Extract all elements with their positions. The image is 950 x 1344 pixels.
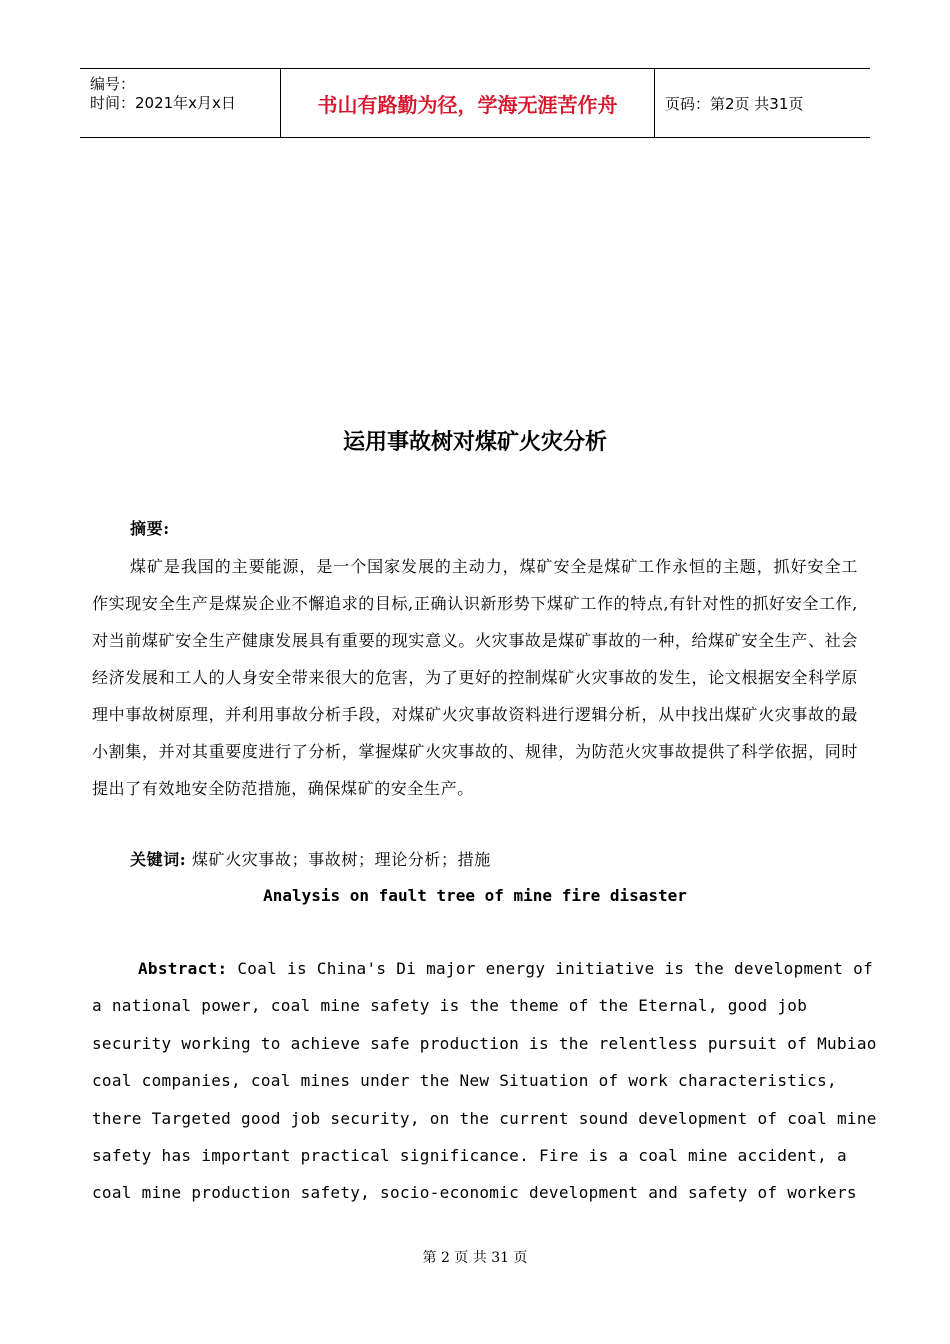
abstract-en-line: coal mine production safety, socio-economic development and safety of workers [92, 1183, 857, 1203]
header-motto: 书山有路勤为径，学海无涯苦作舟 [281, 69, 655, 137]
page-footer: 第 2 页 共 31 页 [422, 1250, 528, 1266]
keywords-label: 关键词: [130, 850, 187, 869]
english-title: Analysis on fault tree of mine fire disaster [263, 886, 687, 905]
abstract-en-line: Abstract: Coal is China's Di major energy initiative is the development of [138, 959, 874, 978]
abstract-en-line: there Targeted good job security, on the current sound development of coal mine [92, 1108, 877, 1128]
time-label: 时间：2021年x月x日 [90, 94, 236, 112]
abstract-cn-label: 摘要: [130, 519, 170, 538]
document-title: 运用事故树对煤矿火灾分析 [342, 430, 607, 455]
header-page-info: 页码：第2页 共31页 [665, 94, 804, 113]
abstract-en-line: security working to achieve safe production is the relentless pursuit of Mubiao [92, 1033, 877, 1053]
abstract-en-line: a national power, coal mine safety is the theme of the Eternal, good job [92, 996, 808, 1016]
keywords-line [130, 847, 896, 870]
abstract-en-label: Abstract: [138, 959, 228, 978]
abstract-en-line: safety has important practical significance. Fire is a coal mine accident, a [92, 1146, 847, 1166]
header-meta-cell [80, 69, 281, 137]
keywords-text: 煤矿火灾事故；事故树；理论分析；措施 [192, 850, 491, 869]
abstract-en-line: coal companies, coal mines under the New Situation of work characteristics, [92, 1071, 837, 1091]
page-header-table [80, 68, 870, 138]
abstract-en [92, 950, 877, 1212]
abstract-cn-body: 煤矿是我国的主要能源，是一个国家发展的主动力，煤矿安全是煤矿工作永恒的主题，抓好安全工作实现安全生产是煤炭企业不懈追求的目标,正确认识新形势下煤矿工作的特点,有针对性的抓好安全工作,对当前煤矿安全生产健康发展具有重要的现实意义。火灾事故是煤矿事故的一种，给煤矿安全生产、社会经济发展和工人的人身安全带来很大的危害，为了更好的控制煤矿火灾事故的发生，论文根据安全科学原理中事故树原理，并利用事故分析手段，对煤矿火灾事故资料进行逻辑分析，从中找出煤矿火灾事故的最小割集，并对其重要度进行了分析，掌握煤矿火灾事故的、规律，为防范火灾事故提供了科学依据，同时提出了有效地安全防范措施，确保煤矿的安全生产。 [92, 557, 858, 798]
number-label: 编号： [90, 75, 136, 93]
